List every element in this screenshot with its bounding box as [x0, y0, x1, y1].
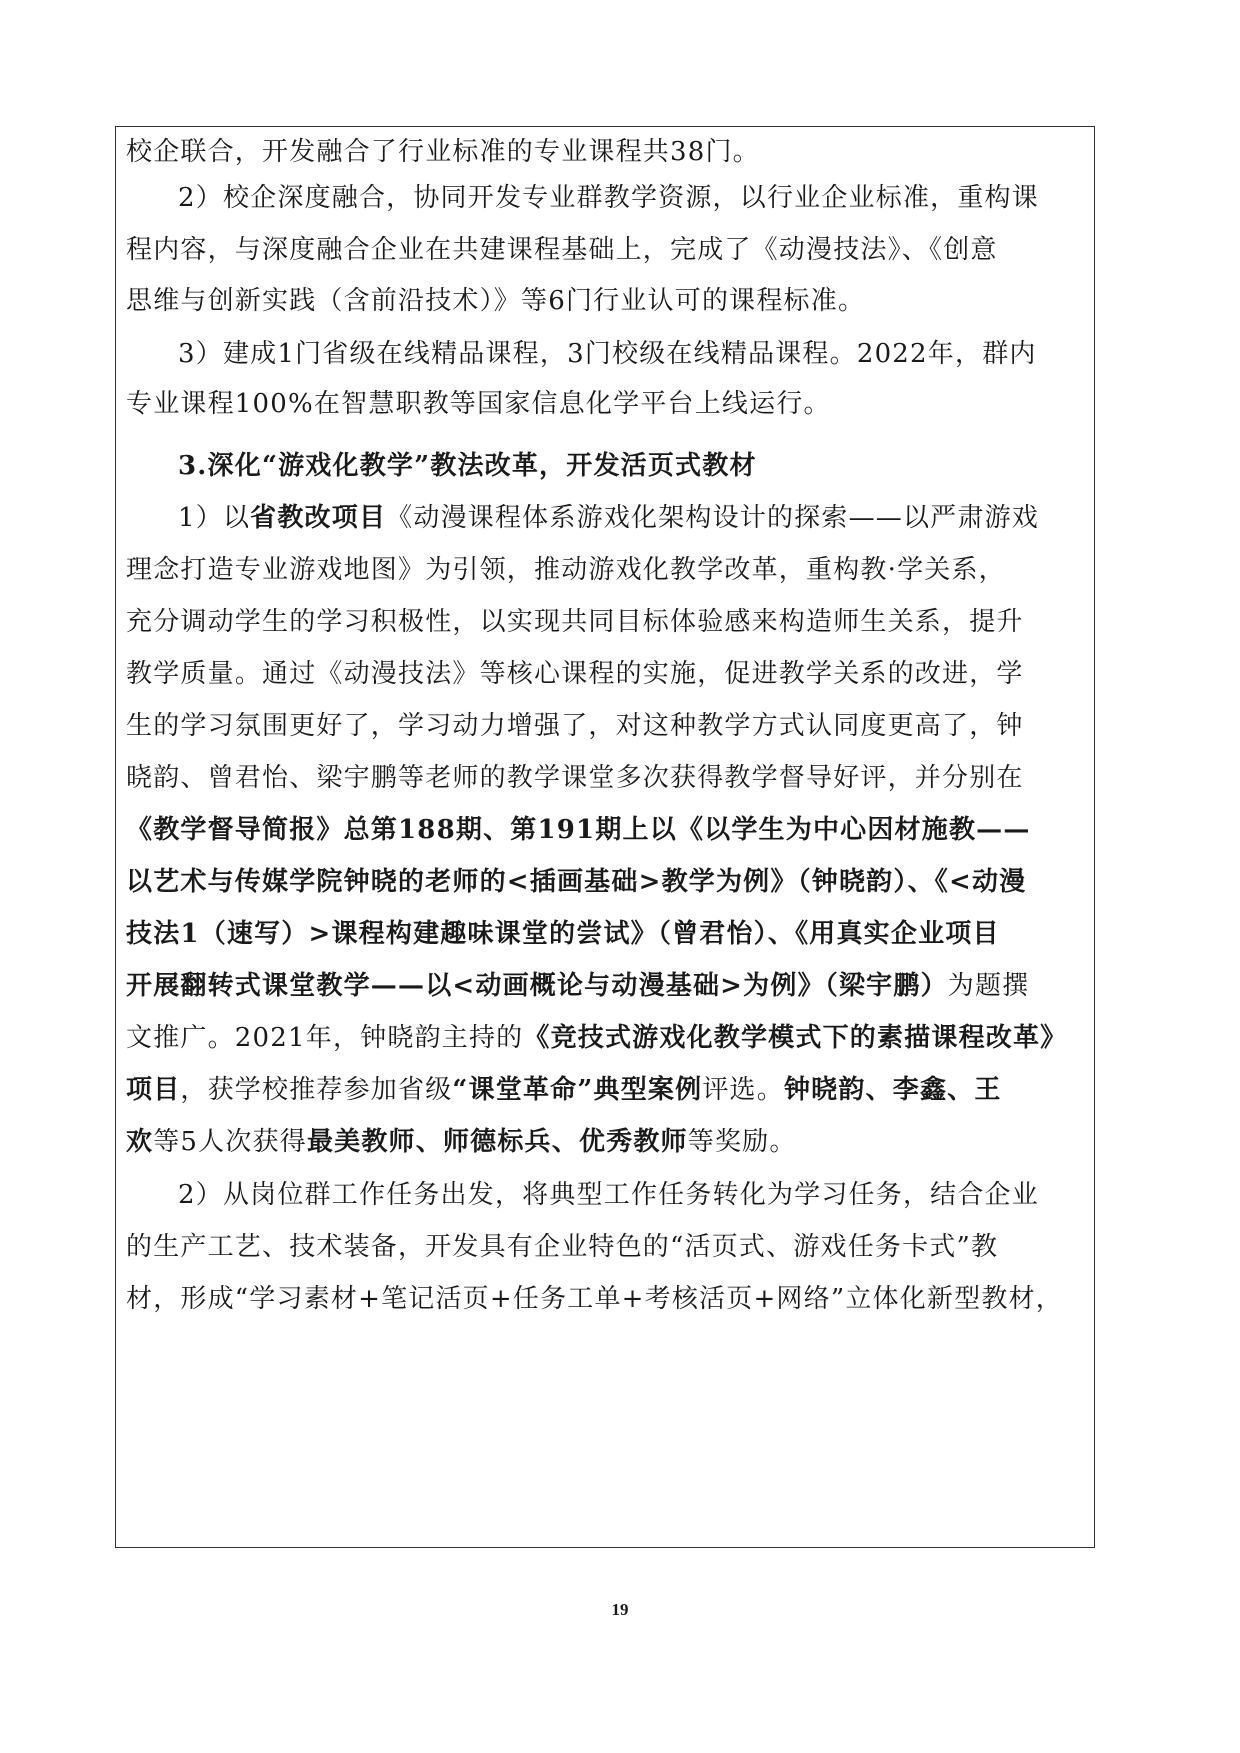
bold-text-segment: 钟晓韵、李鑫、王 [783, 1075, 1002, 1105]
bold-text-segment: 《竞技式游戏化教学模式下的素描课程改革》 [523, 1023, 1068, 1053]
text-segment: 材，形成“学习素材+笔记活页+任务工单+考核活页+网络”立体化新型教材， [126, 1284, 1063, 1314]
text-segment: 充分调动学生的学习积极性，以实现共同目标体验感来构造师生关系，提升 [126, 607, 1024, 637]
text-line [126, 384, 1084, 424]
text-line [126, 1279, 1084, 1319]
text-line [126, 1070, 1084, 1110]
text-segment: 文推广。2021年，钟晓韵主持的 [126, 1023, 524, 1053]
text-segment: 为题撰 [947, 971, 1030, 1001]
text-segment: 等5人次获得 [153, 1127, 307, 1157]
text-segment: 专业课程100%在智慧职教等国家信息化学平台上线运行。 [126, 389, 831, 419]
text-line [126, 1122, 1084, 1162]
bold-text-segment: 开展翻转式课堂教学——以<动画概论与动漫基础>为例》（梁宇鹏） [126, 971, 948, 1001]
bold-text-segment: “课堂革命”典型案例 [452, 1075, 703, 1105]
bold-text-segment: 3.深化“游戏化教学”教法改革，开发活页式教材 [178, 451, 757, 481]
text-line [126, 914, 1084, 954]
text-segment: 评选。 [702, 1075, 784, 1105]
text-line [126, 1227, 1084, 1267]
text-segment: 1）以 [178, 503, 251, 533]
text-line [126, 862, 1084, 902]
text-line [126, 230, 1084, 270]
bold-text-segment: 技法1（速写）>课程构建趣味课堂的尝试》（曾君怡）、《用真实企业项目 [126, 919, 1000, 949]
page-number: 19 [611, 1600, 629, 1619]
text-line [126, 178, 1084, 218]
text-segment: 晓韵、曾君怡、梁宇鹏等老师的教学课堂多次获得教学督导好评，并分别在 [126, 763, 1024, 793]
text-segment: 2）从岗位群工作任务出发，将典型工作任务转化为学习任务，结合企业 [178, 1180, 1039, 1210]
bold-text-segment: 以艺术与传媒学院钟晓的老师的<插画基础>教学为例》（钟晓韵）、《<动漫 [126, 867, 1027, 897]
text-line [126, 550, 1084, 590]
text-line [126, 1018, 1084, 1058]
document-body [126, 127, 1084, 1547]
bold-text-segment: 最美教师、师德标兵、优秀教师 [306, 1127, 688, 1157]
text-segment: 生的学习氛围更好了，学习动力增强了，对这种教学方式认同度更高了，钟 [126, 711, 1024, 741]
content-frame [115, 126, 1095, 1548]
text-line [126, 334, 1084, 374]
text-line [126, 132, 1084, 172]
text-segment: 校企联合，开发融合了行业标准的专业课程共38门。 [126, 137, 760, 167]
text-line [126, 446, 1084, 486]
text-line [126, 281, 1084, 321]
text-segment: ，获学校推荐参加省级 [180, 1075, 453, 1105]
text-segment: 理念打造专业游戏地图》为引领，推动游戏化教学改革，重构教·学关系， [126, 555, 1006, 585]
text-line [126, 602, 1084, 642]
text-segment: 程内容，与深度融合企业在共建课程基础上，完成了《动漫技法》、《创意 [126, 235, 998, 265]
text-segment: 的生产工艺、技术装备，开发具有企业特色的“活页式、游戏任务卡式”教 [126, 1232, 999, 1262]
text-segment: 《动漫课程体系游戏化架构设计的探索——以严肃游戏 [386, 503, 1039, 533]
text-line [126, 706, 1084, 746]
bold-text-segment: 省教改项目 [250, 503, 387, 533]
text-line [126, 498, 1084, 538]
bold-text-segment: 《教学督导简报》总第188期、第191期上以《以学生为中心因材施教—— [126, 815, 1031, 845]
bold-text-segment: 欢 [126, 1127, 154, 1157]
text-segment: 教学质量。通过《动漫技法》等核心课程的实施，促进教学关系的改进，学 [126, 659, 1024, 689]
text-line [126, 810, 1084, 850]
text-segment: 2）校企深度融合，协同开发专业群教学资源，以行业企业标准，重构课 [178, 183, 1039, 213]
text-line [126, 654, 1084, 694]
text-segment: 等奖励。 [687, 1127, 797, 1157]
text-line [126, 1175, 1084, 1215]
bold-text-segment: 项目 [126, 1075, 181, 1105]
text-line [126, 966, 1084, 1006]
text-line [126, 758, 1084, 798]
text-segment: 思维与创新实践（含前沿技术）》等6门行业认可的课程标准。 [126, 286, 866, 316]
text-segment: 3）建成1门省级在线精品课程，3门校级在线精品课程。2022年，群内 [178, 339, 1037, 369]
